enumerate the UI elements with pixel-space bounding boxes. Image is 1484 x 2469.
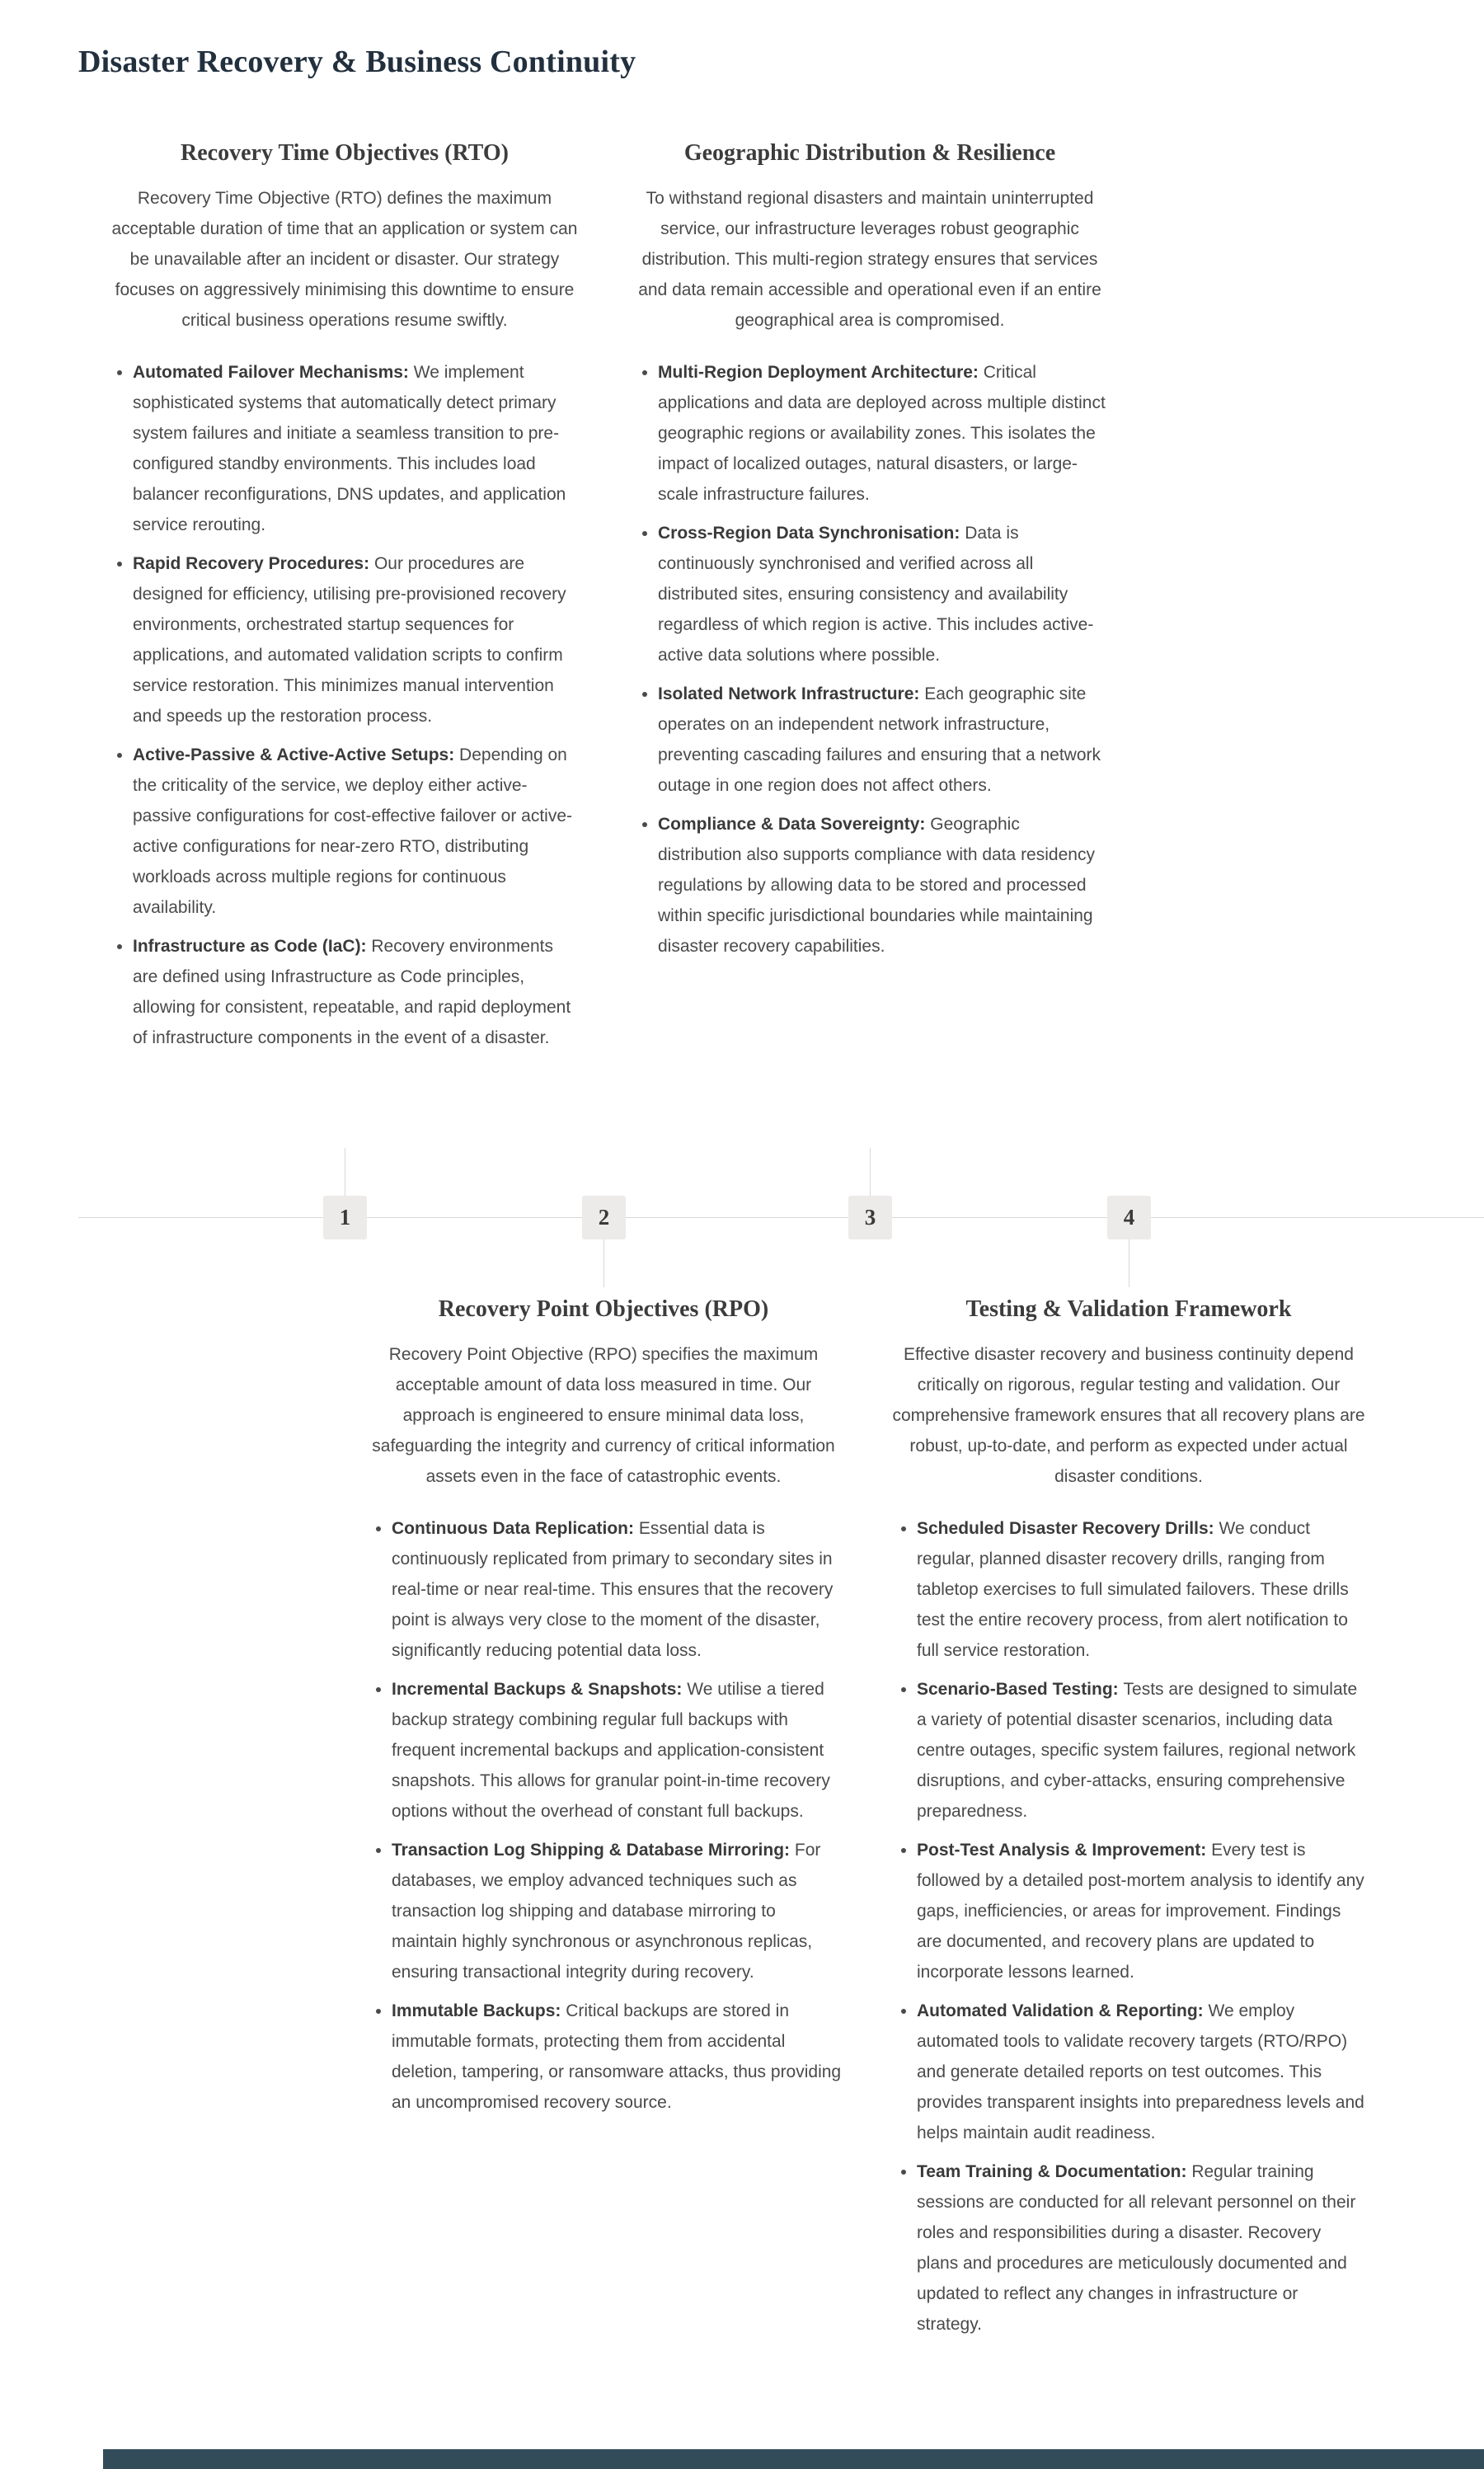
footer-section-bar [103,2449,1484,2469]
timeline-marker-3: 3 [848,1196,892,1239]
section-geographic [632,139,1108,970]
page-title: Disaster Recovery & Business Continuity [78,45,636,79]
bullet-item [133,548,583,731]
bullet-item [133,357,583,540]
bullet-text: Depending on the criticality of the service, we deploy either active-passive configurations for cost-effective failover or active-active configurations for near-zero RTO, distributing workloads across multiple regions for continuous availability. [133,745,573,917]
bullet-text: We implement sophisticated systems that automatically detect primary system failures and initiate a seamless transition to pre-configured standby environments. This includes load balancer reconfigurations, DNS updates, and application service rerouting. [133,363,566,534]
bullet-lead: Team Training & Documentation: [917,2162,1192,2181]
bullet-lead: Incremental Backups & Snapshots: [392,1680,688,1699]
bullet-text: We utilise a tiered backup strategy combining regular full backups with frequent incremental backups and application-consistent snapshots. This allows for granular point-in-time recovery options without the overhead of constant full backups. [392,1680,830,1821]
bullet-item [392,1835,842,1987]
section-heading-testing: Testing & Validation Framework [965,1296,1292,1322]
bullet-lead: Cross-Region Data Synchronisation: [658,524,965,543]
bullet-item [658,809,1108,962]
bullet-text: Essential data is continuously replicated from primary to secondary sites in real-time or near real-time. This ensures that the recovery point is always very close to the moment of the disaster, significantly reducing potential data loss. [392,1519,834,1660]
section-heading-geographic: Geographic Distribution & Resilience [683,140,1056,166]
bullet-lead: Active-Passive & Active-Active Setups: [133,745,460,764]
bullet-text: Data is continuously synchronised and verified across all distributed sites, ensuring consistency and availability regardless of which region is active. This includes active-active data solutions where possible. [658,524,1094,665]
section-rto [106,139,583,1061]
bullet-text: Recovery environments are defined using Infrastructure as Code principles, allowing for consistent, repeatable, and rapid deployment of infrastructure components in the event of a disaster. [133,937,571,1047]
bullet-item [392,1996,842,2118]
bullet-text: Geographic distribution also supports compliance with data residency regulations by allowing data to be stored and processed within specific jurisdictional boundaries while maintaining disaster recovery capabilities. [658,815,1095,956]
bullet-text: We conduct regular, planned disaster recovery drills, ranging from tabletop exercises to full simulated failovers. These drills test the entire recovery process, from alert notification to full service restoration. [917,1519,1349,1660]
bullet-text: Critical backups are stored in immutable formats, protecting them from accidental deletion, tampering, or ransomware attacks, thus providing an uncompromised recovery source. [392,2001,842,2112]
bullet-text: Each geographic site operates on an independent network infrastructure, preventing cascading failures and ensuring that a network outage in one region does not affect others. [658,684,1101,795]
bullet-lead: Automated Validation & Reporting: [917,2001,1209,2020]
bullet-item [133,740,583,923]
section-heading-rto: Recovery Time Objectives (RTO) [181,140,509,166]
bullet-item [658,679,1108,801]
bullet-lead: Rapid Recovery Procedures: [133,554,374,573]
section-list-rto [106,357,583,1053]
bullet-lead: Infrastructure as Code (IaC): [133,937,372,956]
timeline-marker-2: 2 [582,1196,626,1239]
bullet-item [658,357,1108,510]
bullet-text: Our procedures are designed for efficiency, utilising pre-provisioned recovery environments, orchestrated startup sequences for applications, and automated validation scripts to confirm service restoration. This minimizes manual intervention and speeds up the restoration process. [133,554,566,726]
bullet-item [133,931,583,1053]
timeline-line [78,1217,1484,1218]
bullet-item [917,1835,1367,1987]
bullet-text: Tests are designed to simulate a variety of potential disaster scenarios, including data centre outages, specific system failures, regional network disruptions, and cyber-attacks, ensuring comprehensive preparedness. [917,1680,1358,1821]
bullet-lead: Automated Failover Mechanisms: [133,363,414,382]
timeline-marker-4: 4 [1107,1196,1151,1239]
bullet-lead: Continuous Data Replication: [392,1519,639,1538]
bullet-lead: Immutable Backups: [392,2001,566,2020]
bullet-lead: Compliance & Data Sovereignty: [658,815,931,834]
section-list-rpo [365,1513,842,2118]
bullet-lead: Post-Test Analysis & Improvement: [917,1841,1212,1860]
bullet-text: We employ automated tools to validate recovery targets (RTO/RPO) and generate detailed reports on test outcomes. This provides transparent insights into preparedness levels and helps maintain audit readiness. [917,2001,1364,2142]
section-list-geographic [632,357,1108,962]
bullet-lead: Scenario-Based Testing: [917,1680,1124,1699]
bullet-lead: Isolated Network Infrastructure: [658,684,925,703]
bullet-text: For databases, we employ advanced techniques such as transaction log shipping and database mirroring to maintain highly synchronous or asynchronous replicas, ensuring transactional integrity during recovery. [392,1841,821,1982]
bullet-lead: Multi-Region Deployment Architecture: [658,363,984,382]
bullet-lead: Transaction Log Shipping & Database Mirroring: [392,1841,795,1860]
bullet-item [392,1513,842,1666]
section-list-testing [890,1513,1367,2340]
section-intro-rpo: Recovery Point Objective (RPO) specifies the maximum acceptable amount of data loss measured in time. Our approach is engineered to ensure minimal data loss, safeguarding the integrity and currency of critical information assets even in the face of catastrophic events. [372,1345,835,1486]
timeline-connector-2 [603,1239,604,1287]
section-intro-testing: Effective disaster recovery and business continuity depend critically on rigorous, regular testing and validation. Our comprehensive framework ensures that all recovery plans are robust, up-to-date, and perform as expected under actual disaster conditions. [892,1345,1365,1486]
bullet-item [917,1513,1367,1666]
section-intro-geographic: To withstand regional disasters and maintain uninterrupted service, our infrastructure leverages robust geographic distribution. This multi-region strategy ensures that services and data remain accessible and operational even if an entire geographical area is compromised. [638,189,1101,330]
timeline-marker-1: 1 [323,1196,367,1239]
bullet-item [658,518,1108,670]
timeline-connector-3 [870,1148,871,1196]
bullet-item [917,2156,1367,2340]
section-heading-rpo: Recovery Point Objectives (RPO) [438,1296,769,1322]
bullet-item [917,1674,1367,1827]
bullet-text: Regular training sessions are conducted for all relevant personnel on their roles and responsibilities during a disaster. Recovery plans and procedures are meticulously documented and updated to reflect any changes in infrastructure or strategy. [917,2162,1356,2334]
bullet-text: Every test is followed by a detailed post-mortem analysis to identify any gaps, inefficiencies, or areas for improvement. Findings are documented, and recovery plans are updated to incorporate lessons learned. [917,1841,1364,1982]
section-rpo [365,1295,842,2126]
bullet-item [917,1996,1367,2148]
section-testing [890,1295,1367,2348]
section-intro-rto: Recovery Time Objective (RTO) defines the maximum acceptable duration of time that an application or system can be unavailable after an incident or disaster. Our strategy focuses on aggressively minimising this downtime to ensure critical business operations resume swiftly. [111,189,578,330]
bullet-item [392,1674,842,1827]
bullet-lead: Scheduled Disaster Recovery Drills: [917,1519,1219,1538]
bullet-text: Critical applications and data are deployed across multiple distinct geographic regions or availability zones. This isolates the impact of localized outages, natural disasters, or large-scale infrastructure failures. [658,363,1106,504]
